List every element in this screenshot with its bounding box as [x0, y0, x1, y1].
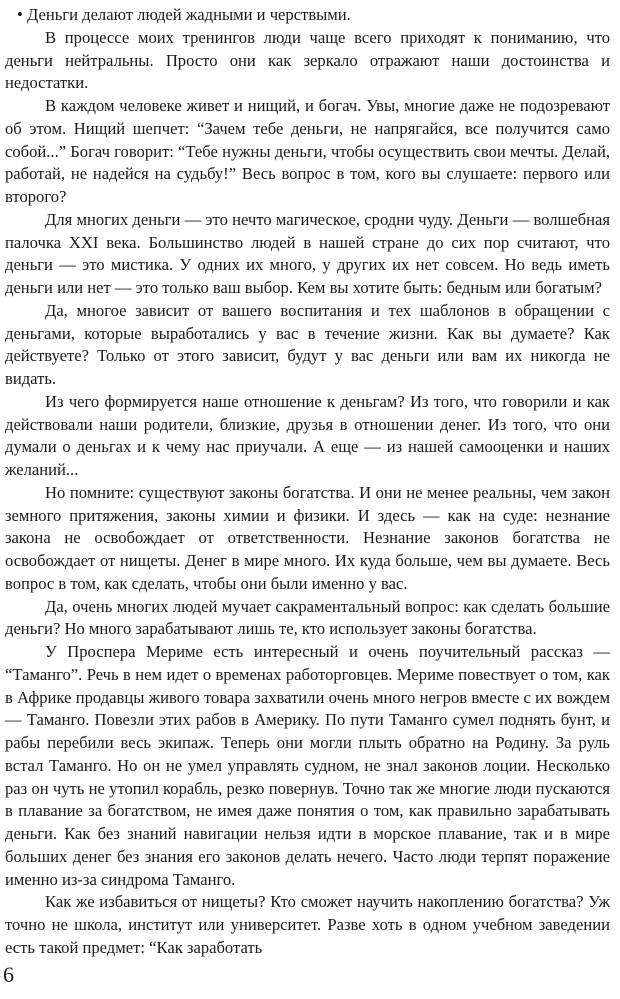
paragraph: Из чего формируется наше отношение к деньгам? Из того, что говорили и как действовали наши родители, близкие, друзья в отношении денег. Из того, что они думали о деньгах и к чему нас приучали. А еще — из нашей самооценки и наших желаний...: [5, 391, 610, 479]
paragraph: Но помните: существуют законы богатства. И они не менее реальны, чем закон земного притяжения, законы химии и физики. И здесь — как на суде: незнание закона не освобождает от ответственности. Незнание законов богатства не освобождает от нищеты. Денег в мире много. Их куда больше, чем вы думаете. Весь вопрос в том, как сделать, чтобы они были именно у вас.: [5, 482, 610, 593]
paragraph-bullet: • Деньги делают людей жадными и черствыми.: [17, 5, 351, 24]
paragraph: Да, многое зависит от вашего воспитания и тех шаблонов в обращении с деньгами, которые выработались у вас в течение жизни. Как вы думаете? Как действуете? Только от этого зависит, будут у вас деньги или вам их никогда не видать.: [5, 300, 610, 388]
paragraph: Для многих деньги — это нечто магическое, сродни чуду. Деньги — волшебная палочка XXI века. Большинство людей в нашей стране до сих пор считают, что деньги — это мистика. У одних их много, у других их нет совсем. Но ведь иметь деньги или нет — это только ваш выбор. Кем вы хотите быть: бедным или богатым?: [5, 209, 610, 297]
paragraph: Как же избавиться от нищеты? Кто сможет научить накоплению богатства? Уж точно не школа, институт или университет. Разве хоть в одном учебном заведении есть такой предмет: “Как заработать: [5, 892, 610, 957]
paragraph: В каждом человеке живет и нищий, и богач. Увы, многие даже не подозревают об этом. Нищий шепчет: “Зачем тебе деньги, не напрягайся, все получится само собой...” Богач говорит: “Тебе нужны деньги, чтобы осуществить свои мечты. Делай, работай, не надейся на судьбу!” Весь вопрос в том, кого вы слушаете: первого или второго?: [5, 96, 610, 206]
paragraph: В процессе моих тренингов люди чаще всего приходят к пониманию, что деньги нейтральны. Просто они как зеркало отражают наши достоинства и недостатки.: [5, 27, 610, 93]
paragraph: Да, очень многих людей мучает сакраментальный вопрос: как сделать большие деньги? Но много зарабатывают лишь те, кто использует законы богатства.: [5, 596, 610, 639]
page-body: [5, 4, 610, 960]
page-number: 6: [3, 962, 14, 987]
paragraph: У Проспера Мериме есть интересный и очень поучительный рассказ — “Таманго”. Речь в нем идет о временах работорговцев. Мериме повествует о том, как в Африке продавцы живого товара захватили очень много негров вместе с их вождем — Таманго. Повезли этих рабов в Америку. По пути Таманго сумел поднять бунт, и рабы перебили весь экипаж. Теперь они могли плыть обратно на Родину. За руль встал Таманго. Но он не умел управлять судном, не знал законов лоции. Несколько раз он чуть не утопил корабль, резко повернув. Точно так же многие люди пускаются в плавание за богатством, не имея даже понятия о том, как правильно зарабатывать деньги. Как без знаний навигации нельзя идти в морское плавание, так и в мире больших денег без знания его законов делать нечего. Часто люди терпят поражение именно из-за синдрома Таманго.: [5, 642, 610, 889]
